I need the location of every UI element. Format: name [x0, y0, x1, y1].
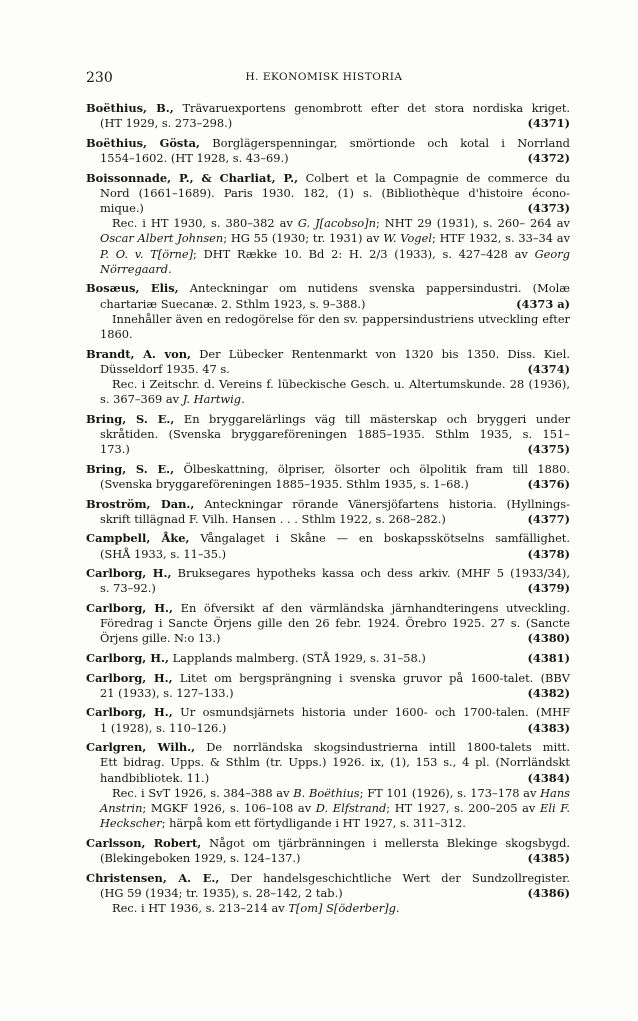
bibliography-entry — [86, 531, 570, 561]
entry-note: Innehåller även en redogörelse för den sv. pappersindustriens utveckling efter 1860. — [100, 311, 571, 342]
entry-text: 173.) — [100, 442, 130, 457]
bibliography-entry — [86, 497, 570, 527]
entry-author: Boëthius, B., — [86, 101, 174, 115]
entry-text: En öfversikt af den värmländska järnhandteringens utveckling. — [180, 601, 570, 615]
bibliography-entry — [86, 566, 570, 596]
entry-number: (4373 a) — [516, 296, 570, 311]
bibliography-list — [86, 101, 570, 921]
entry-number: (4378) — [527, 546, 570, 561]
entry-number: (4383) — [527, 720, 570, 735]
entry-text: 1 (1928), s. 110–126.) — [100, 720, 227, 735]
entry-text: handbibliotek. 11.) — [100, 770, 210, 785]
entry-number: (4372) — [527, 151, 570, 165]
entry-text: Vångalaget i Skåne — en boskapsskötselns samfällighet. — [200, 531, 571, 546]
entry-text: (HT 1929, s. 273–298.) — [100, 116, 233, 131]
entry-number: (4384) — [527, 770, 570, 785]
entry-text: Der Lübecker Rentenmarkt von 1320 bis 1350. Diss. Kiel. — [199, 346, 571, 361]
entry-text: mique.) — [100, 201, 144, 215]
bibliography-entry — [86, 136, 570, 166]
entry-author: Boissonnade, P., & Charliat, P., — [86, 170, 299, 185]
bibliography-entry — [86, 705, 570, 735]
entry-author: Carlborg, H., — [86, 601, 173, 615]
entry-author: Christensen, A. E., — [86, 870, 220, 885]
page-number: 230 — [86, 70, 113, 86]
entry-text: Düsseldorf 1935. 47 s. — [100, 361, 230, 376]
entry-author: Carlgren, Wilh., — [86, 740, 196, 755]
entry-author: Broström, Dan., — [86, 496, 195, 511]
bibliography-entry — [86, 101, 570, 131]
entry-text: (SHÅ 1933, s. 11–35.) — [100, 546, 227, 561]
entry-review: Rec. i SvT 1926, s. 384–388 av B. Boëthius; FT 101 (1926), s. 173–178 av Hans Anstrin; MGKF 1926, s. 106–108 av D. Elfstrand; HT 1927, s. 200–205 av Eli F. Heckscher; härpå kom ett förtydligande i HT 1927, s. 311–312. — [100, 785, 571, 831]
entry-text: Colbert et la Compagnie de commerce du — [305, 170, 571, 185]
bibliography-entry — [86, 836, 570, 866]
entry-review: Rec. i HT 1930, s. 380–382 av G. J[acobso]n; NHT 29 (1931), s. 260– 264 av Oscar Albert Johnsen; HG 55 (1930; tr. 1931) av W. Vogel; HTF 1932, s. 33–34 av P. O. v. T[örne]; DHT Række 10. Bd 2: H. 2/3 (1933), s. 427–428 av Georg Nörregaard. — [100, 216, 571, 276]
bibliography-entry — [86, 740, 570, 831]
entry-review: Rec. i HT 1936, s. 213–214 av T[om] S[öderber]g. — [112, 901, 400, 915]
entry-text: Anteckningar rörande Vänersjöfartens historia. (Hyllnings- — [204, 496, 570, 511]
bibliography-entry — [86, 671, 570, 701]
entry-number: (4380) — [527, 631, 570, 646]
entry-text: chartariæ Suecanæ. 2. Sthlm 1923, s. 9–388.) — [100, 296, 366, 311]
entry-author: Carlborg, H., — [86, 566, 172, 581]
entry-author: Carlborg, H., — [86, 670, 173, 685]
entry-author: Bring, S. E., — [86, 411, 175, 426]
entry-text: 21 (1933), s. 127–133.) — [100, 685, 234, 700]
bibliography-entry — [86, 347, 570, 408]
entry-review: Rec. i Zeitschr. d. Vereins f. lübeckische Gesch. u. Altertumskunde. 28 (1936), s. 367–369 av J. Hartwig. — [100, 377, 570, 407]
entry-number: (4374) — [527, 361, 570, 376]
entry-number: (4379) — [527, 581, 570, 596]
entry-number: (4375) — [527, 442, 570, 457]
bibliography-entry — [86, 171, 570, 277]
entry-text: (HG 59 (1934; tr. 1935), s. 28–142, 2 tab.) — [100, 885, 343, 900]
entry-number: (4385) — [527, 851, 570, 865]
entry-author: Bring, S. E., — [86, 461, 175, 476]
entry-text: Ur osmundsjärnets historia under 1600- och 1700-talen. (MHF — [180, 705, 570, 720]
bibliography-entry — [86, 651, 570, 666]
entry-number: (4373) — [527, 201, 570, 215]
entry-text: (Blekingeboken 1929, s. 124–137.) — [100, 851, 301, 865]
page-header — [86, 70, 562, 86]
entry-text: Örjens gille. N:o 13.) — [100, 631, 221, 646]
running-title: H. EKONOMISK HISTORIA — [245, 71, 403, 83]
entry-text: Trävaruexportens genombrott efter det stora nordiska kriget. — [182, 101, 571, 115]
entry-text: Något om tjärbränningen i mellersta Blekinge skogsbygd. — [209, 835, 570, 850]
entry-number: (4371) — [527, 116, 570, 131]
entry-number: (4381) — [527, 651, 570, 665]
bibliography-entry — [86, 281, 570, 342]
entry-author: Campbell, Åke, — [86, 531, 190, 546]
entry-author: Brandt, A. von, — [86, 346, 191, 361]
entry-text: De norrländska skogsindustrierna intill 1800-talets mitt. — [206, 740, 570, 755]
entry-number: (4382) — [527, 685, 570, 700]
entry-text: Bruksegares hypotheks kassa och dess arkiv. (MHF 5 (1933/34), — [177, 566, 570, 581]
entry-text: Litet om bergsprängning i svenska gruvor på 1600-talet. (BBV — [179, 670, 570, 685]
entry-text: Lapplands malmberg. (STÅ 1929, s. 31–58.) — [172, 651, 426, 665]
entry-text: skrift tillägnad F. Vilh. Hansen . . . Sthlm 1922, s. 268–282.) — [100, 511, 446, 526]
entry-text: En bryggarelärlings väg till mästerskap och bryggeri under — [183, 411, 571, 426]
entry-text: Föredrag i Sancte Örjens gille den 26 febr. 1924. Örebro 1925. 27 s. (Sancte — [100, 616, 570, 631]
entry-number: (4376) — [527, 477, 570, 492]
entry-text: 1554–1602. (HT 1928, s. 43–69.) — [100, 151, 289, 165]
entry-author: Carlsson, Robert, — [86, 835, 202, 850]
bibliography-entry — [86, 412, 570, 458]
entry-number: (4377) — [527, 511, 570, 526]
entry-text: Anteckningar om nutidens svenska pappersindustri. (Molæ — [189, 281, 570, 296]
entry-text: Der handelsgeschichtliche Wert der Sundzollregister. — [230, 870, 570, 885]
bibliography-entry — [86, 871, 570, 917]
entry-number: (4386) — [527, 885, 570, 900]
entry-author: Bosæus, Elis, — [86, 281, 179, 296]
entry-text: Ölbeskattning, ölpriser, ölsorter och ölpolitik fram till 1880. — [183, 461, 570, 476]
entry-text: Borglägerspenningar, smörtionde och kotal i Norrland — [212, 135, 570, 150]
entry-text: Ett bidrag. Upps. & Sthlm (tr. Upps.) 1926. ix, (1), 153 s., 4 pl. (Norrländskt — [100, 755, 570, 770]
entry-author: Boëthius, Gösta, — [86, 135, 200, 150]
entry-text: (Svenska bryggareföreningen 1885–1935. Sthlm 1935, s. 1–68.) — [100, 477, 469, 492]
bibliography-entry — [86, 601, 570, 647]
entry-text: Nord (1661–1689). Paris 1930. 182, (1) s. (Bibliothèque d'histoire écono- — [100, 185, 570, 200]
entry-text: s. 73–92.) — [100, 581, 156, 596]
entry-author: Carlborg, H., — [86, 705, 173, 720]
entry-text: skråtiden. (Svenska bryggareföreningen 1885–1935. Sthlm 1935, s. 151– — [100, 427, 570, 442]
bibliography-entry — [86, 462, 570, 492]
entry-author: Carlborg, H., — [86, 651, 169, 665]
